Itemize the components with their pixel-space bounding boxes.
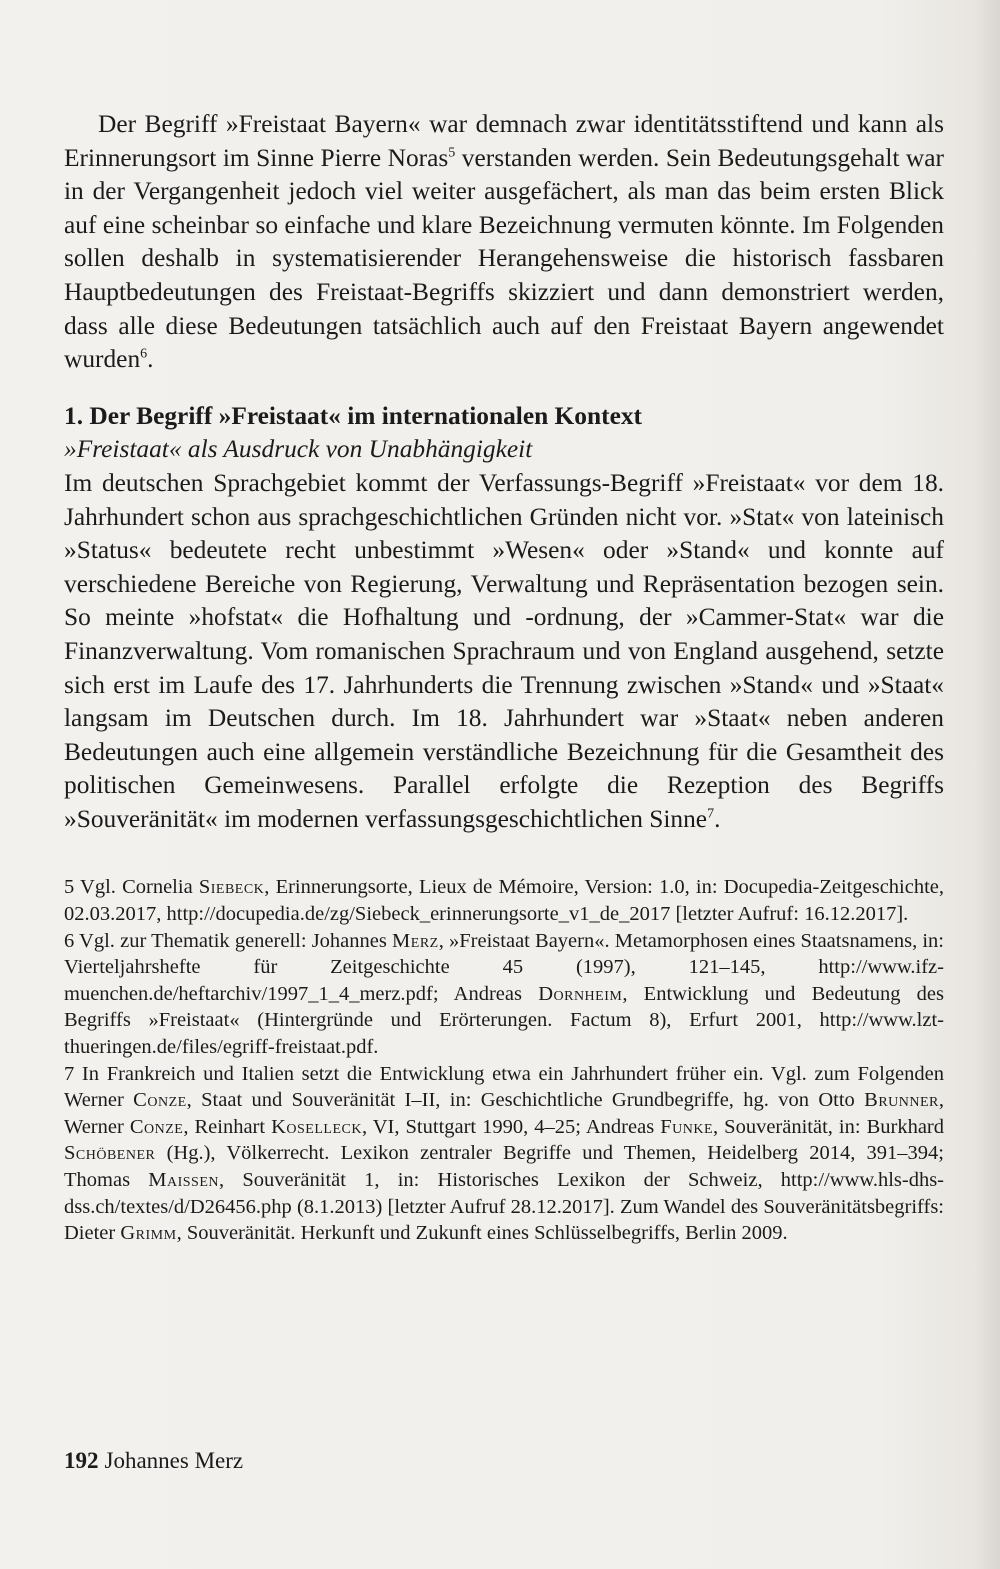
footnote-5 bbox=[64, 874, 944, 927]
author-name: Koselleck bbox=[271, 1115, 362, 1138]
text-run: , VI, Stuttgart 1990, 4–25; Andreas bbox=[361, 1115, 661, 1138]
footnote-6 bbox=[64, 928, 944, 1061]
author-name: Conze bbox=[133, 1089, 187, 1112]
page-content bbox=[64, 108, 944, 1247]
text-run: , Reinhart bbox=[183, 1115, 272, 1138]
section-heading: 1. Der Begriff »Freistaat« im internationalen Kontext bbox=[64, 401, 642, 430]
text-run: , »Freistaat Bayern«. Metamorphosen eines Staatsnamens, in: Vierteljahrshefte für Zeitgeschichte 45 (1997), 121–145, http://www.ifz-muenchen.de/heftarchiv/1997_1_4_merz.pdf; Andreas bbox=[64, 929, 945, 1005]
author-name: Conze bbox=[129, 1115, 184, 1138]
text-run: , Souveränität. Herkunft und Zukunft eines Schlüsselbegriffs, Berlin 2009. bbox=[176, 1222, 788, 1245]
text-run: , Werner bbox=[64, 1089, 944, 1138]
text-run: , Souveränität 1, in: Historisches Lexikon der Schweiz, http://www.hls-dhs-dss.ch/textes/d/D26456.php (8.1.2013) [letzter Aufruf 28.12.2017]. Zum Wandel des Souveränitätsbegriffs: Dieter bbox=[64, 1169, 945, 1245]
footnote-ref-7[interactable]: 7 bbox=[707, 806, 715, 822]
author-name: Dornheim bbox=[538, 982, 623, 1005]
text-run: 5 Vgl. Cornelia bbox=[64, 876, 199, 899]
author-name: Brunner bbox=[864, 1089, 939, 1112]
text-run: , Entwicklung und Bedeutung des Begriffs »Freistaat« (Hintergründe und Erörterungen. Factum 8), Erfurt 2001, http://www.lzt-thueringen.de/files/egriff-freistaat.pdf. bbox=[64, 982, 944, 1059]
body-paragraph-2 bbox=[64, 467, 944, 837]
folio bbox=[64, 1447, 243, 1475]
footnotes bbox=[64, 874, 944, 1246]
text-run: , Erinnerungsorte, Lieux de Mémoire, Version: 1.0, in: Docupedia-Zeitgeschichte, 02.03.2017, http://docupedia.de/zg/Siebeck_erinnerungsorte_v1_de_2017 [letzter Aufruf: 16.12.2017]. bbox=[64, 876, 945, 926]
footnote-ref-6[interactable]: 6 bbox=[140, 346, 148, 362]
text-run: (Hg.), Völkerrecht. Lexikon zentraler Begriffe und Themen, Heidelberg 2014, 391–394; Thomas bbox=[64, 1142, 944, 1191]
text-run: 6 Vgl. zur Thematik generell: Johannes bbox=[64, 929, 393, 952]
text-run: verstanden werden. Sein Bedeutungsgehalt war in der Vergangenheit jedoch viel weiter ausgefächert, als man das beim ersten Blick auf eine scheinbar so einfache und klare Bezeichnung vermuten könnte. Im Folgenden sollen deshalb in systematisierender Herangehensweise die historisch fassbaren Hauptbedeutungen des Freistaat-Begriffs skizziert und dann demonstriert werden, dass alle diese Bedeutungen tatsächlich auch auf den Freistaat Bayern angewendet wurden bbox=[64, 143, 944, 374]
author-name: Siebeck bbox=[198, 876, 265, 899]
text-run: . bbox=[714, 804, 721, 833]
text-run: Der Begriff »Freistaat Bayern« war demnach zwar identitätsstiftend und kann als Erinnerungsort im Sinne Pierre Noras bbox=[64, 110, 944, 172]
body-paragraph-1 bbox=[64, 108, 944, 377]
author-name: Funke bbox=[660, 1115, 714, 1138]
footnote-ref-5[interactable]: 5 bbox=[448, 145, 456, 161]
text-run: , Staat und Souveränität I–II, in: Geschichtliche Grundbegriffe, hg. von Otto bbox=[186, 1089, 865, 1112]
running-author: Johannes Merz bbox=[104, 1448, 244, 1473]
text-run: , Souveränität, in: Burkhard bbox=[713, 1115, 945, 1138]
author-name: Schöbener bbox=[64, 1142, 156, 1165]
text-run: 7 In Frankreich und Italien setzt die Entwicklung etwa ein Jahrhundert früher ein. Vgl. zum Folgenden Werner bbox=[64, 1062, 944, 1112]
page-number: 192 bbox=[64, 1448, 99, 1473]
footnote-7 bbox=[64, 1061, 944, 1247]
text-run: Im deutschen Sprachgebiet kommt der Verfassungs-Begriff »Freistaat« vor dem 18. Jahrhundert schon aus sprachgeschichtlichen Gründen nicht vor. »Stat« von lateinisch »Status« bedeutete recht unbestimmt »Wesen« oder »Stand« und konnte auf verschiedene Bereiche von Regierung, Verwaltung und Repräsentation bezogen sein. So meinte »hofstat« die Hofhaltung und -ordnung, der »Cammer-Stat« war die Finanzverwaltung. Vom romanischen Sprachraum und von England ausgehend, setzte sich erst im Laufe des 17. Jahrhunderts die Trennung zwischen »Stand« und »Staat« langsam im Deutschen durch. Im 18. Jahrhundert war »Staat« neben anderen Bedeutungen auch eine allgemein verständliche Bezeichnung für die Gesamtheit des politischen Gemeinwesens. Parallel erfolgte die Rezeption des Begriffs »Souveränität« im modernen verfassungsgeschichtlichen Sinne bbox=[64, 468, 944, 833]
subheading: »Freistaat« als Ausdruck von Unabhängigkeit bbox=[64, 435, 533, 464]
author-name: Maissen bbox=[148, 1169, 219, 1191]
author-name: Merz bbox=[392, 929, 439, 952]
author-name: Grimm bbox=[120, 1222, 177, 1245]
text-run: . bbox=[147, 345, 154, 374]
